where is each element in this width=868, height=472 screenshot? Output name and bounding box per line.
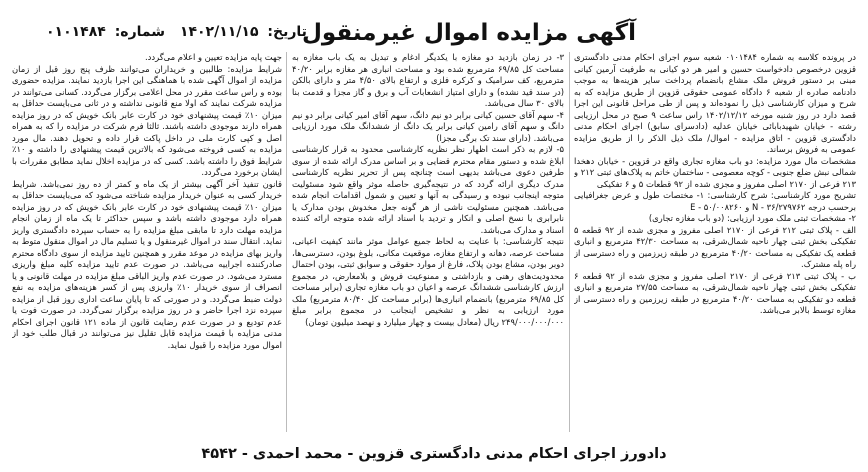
column-middle <box>292 52 564 432</box>
paragraph: ۲- مشخصات ثبتی ملک مورد ارزیابی: (دو باب مغازه تجاری) <box>648 213 856 223</box>
column-right <box>574 52 856 432</box>
paragraph: ۵- لازم به ذکر است اظهار نظر نظریه کارشناسی محدود به قرار کارشناسی ابلاغ شده و دستور مقام محترم قضایی و بر اساس مدرک ارائه شده از سوی طرفین دعوی می‌باشد بدیهی است چنانچه پس از تحریر نظریه کارشناسی مدرک دیگری ارائه گردد که در نتیجه‌گیری حاصله موثر واقع شود مسئولیت متوجه اینجانب نبوده و رسیدگی به آنها و تعیین و شمول اقدامات انجام شده می‌باشد. همچنین مسئولیت ناشی از هر گونه جعل مخدوش بودن مدارک یا نابرابری با نسخ اصلی و انکار و تردید با اسناد ارائه شده متوجه ارائه کننده اسناد و مدارک می‌باشد. <box>292 144 564 235</box>
date-label: تاریخ: <box>267 24 307 40</box>
paragraph: شرایط مزایده: طالبین و خریداران می‌توانند ظرف پنج روز قبل از زمان مزایده از اموال آگهی شده با هماهنگی این اجرا بازدید نمایند. مزایده حضوری بوده و راس ساعت مقرر در محل اعلامی برگزار می‌گردد. کسانی می‌توانند در مزایده شرکت نمایند که اولا منع قانونی نداشته و در ثانی می‌بایست حداقل به میزان ۱۰٪ قیمت پیشنهادی خود در کارت عابر بانک خویش که در روز مزایده همراه دارند موجودی داشته باشند. ثالثا فرم شرکت در مزایده را که به همراه اصل و کپی کارت ملی در داخل پاکت قرار داده و تحویل دهند. مال مورد مزایده به کسی فروخته می‌شود که بالاترین قیمت پیشنهادی را داشته و ۱۰٪ شرایط فوق را داشته باشد. کسی که در مزایده اخلال نماید مطابق مقررات با ایشان برخورد می‌گردد. <box>12 63 282 177</box>
paragraph: در پرونده کلاسه به شماره ۰۱۰۱۴۸۴ شعبه سوم اجرای احکام مدنی دادگستری قزوین درخصوص دادخواست حسین و امیر هر دو کیانی به طرفیت آرمین کیانی مبنی بر دستور فروش ملک مشاع بانضمام پرداخت سایر هزینه‌ها به موجب دادنامه صادره از شعبه ۶ دادگاه عمومی حقوقی قزوین از طریق مزایده که به شرح و میزان کارشناسی ذیل را نموده‌اند و پس از طی مراحل قانونی این اجرا قصد دارد در روز شنبه مورخه ۱۴۰۲/۱۲/۱۲ راس ساعت ۹ صبح در محل ارزیابی رشته - خیابان شهیدبابائی خیابان عدلیه (دادسرای سابق) اجرای احکام مدنی دادگستری قزوین - اتاق مزایده - اموال/ ملک ذیل الذکر را از طریق مزایده عمومی به فروش برساند. <box>574 52 856 154</box>
paragraph: ب - پلاک ثبتی ۲۱۳ فرعی از ۲۱۷۰ اصلی مفروز و مجزی شده از ۹۲ قطعه ۶ تفکیکی بخش ثبتی چهار ناحیه شمال‌شرقی، به مساحت ۲۷/۵۵ مترمربع و انباری قطعه دو تفکیکی به مساحت ۴۰/۲۰ مترمربع در طبقه زیرزمین و راه دسترسی از مغازه توسط بالابر می‌باشد. <box>574 270 856 315</box>
notice-signature: دادورز اجرای احکام مدنی دادگستری قزوین - محمد احمدی - ۴۵۴۲ <box>201 446 667 462</box>
paragraph: مشخصات مال مورد مزایده: دو باب مغازه تجاری واقع در قزوین - خیابان دهخدا شمالی نبش ضلع جنوبی - کوچه معصومی - ساختمان خاتم به پلاک‌های ثبتی ۲۱۲ و ۲۱۳ فرعی از ۲۱۷۰ اصلی مفروز و مجزی شده از ۹۲ قطعات ۵ و ۶ تفکیکی <box>574 155 856 189</box>
notice-body <box>4 52 864 432</box>
notice-meta <box>36 24 307 40</box>
paragraph: جهت پایه مزایده تعیین و اعلام می‌گردد. <box>144 52 282 62</box>
column-left <box>12 52 282 432</box>
paragraph: نتیجه کارشناسی: با عنایت به لحاظ جمیع عوامل موثر مانند کیفیت اعیانی، مساحت عرصه، دهانه و ارتفاع مغازه، موقعیت مکانی، بلوغ بودن، دسترسی‌ها، دوبر بودن، مشاع بودن پلاک، فارغ از موارد حقوقی و سوابق ثبتی، بودن احتمال محدودیت‌های رهنی و بازداشتی و ممنوعیت فروش و بلامعارض، در مجموع ارزش کارشناسی ششدانگ عرصه و اعیان دو باب مغازه تجاری (برابر مساحت کل ۶۹/۸۵ مترمربع) بانضمام انباری‌ها (برابر مساحت کل ۸۰/۴۰ مترمربع) ملک مورد ارزیابی به نظر و تشخیص اینجانب در مجموع برابر مبلغ ۲۴۹/۰۰۰/۰۰۰/۰۰۰ ریال (معادل بیست و چهار میلیارد و نهصد میلیون تومان) <box>292 236 564 327</box>
paragraph: ۴- سهم آقای حسین کیانی برابر دو نیم دانگ، سهم آقای امیر کیانی برابر دو نیم دانگ و سهم آقای رامین کیانی برابر یک دانگ از ششدانگ ملک مورد ارزیابی می‌باشد. (دارای سند تک برگی مجزا) <box>292 109 564 143</box>
paragraph: ۳- در زمان بازدید دو مغازه با یکدیگر ادغام و تبدیل به یک باب مغازه به مساحت کل ۶۹/۸۵ مترمربع شده بود و مساحت انباری هر مغازه برابر ۴۰/۲۰ مترمربع، کف سرامیک و کرکره فلزی و ارتفاع بالای ۴/۵۰ متر و دارای بالکن (در سند قید نشده) و دارای امتیاز انشعابات آب و برق و گاز مجزا و قدمت بنا بالای ۳۰ سال می‌باشد. <box>292 52 564 108</box>
paragraph: الف - پلاک ثبتی ۲۱۲ فرعی از ۲۱۷۰ اصلی مفروز و مجزی شده از ۹۲ قطعه ۵ تفکیکی بخش ثبتی چهار ناحیه شمال‌شرقی، به مساحت ۴۲/۳۰ مترمربع و انباری قطعه یک تفکیکی به مساحت ۴۰/۲۰ مترمربع در طبقه زیرزمین و راه دسترسی از راه پله مشترک. <box>574 224 856 269</box>
notice-number: ۰۱۰۱۴۸۴ <box>46 24 106 40</box>
column-divider <box>569 52 570 432</box>
notice-title: آگهی مزایده اموال غیرمنقول <box>301 20 636 46</box>
column-divider <box>286 52 287 432</box>
paragraph: تشریح مورد کارشناسی: شرح کارشناسی: ۱- مختصات طول و عرض جغرافیایی برحسب درجه N - ۳۶/۲۷۹۷۶۲ و E - ۵۰/۰۰۸۲۶۰ <box>574 190 856 212</box>
paragraph: قانون تنفیذ آخر آگهی بیشتر از یک ماه و کمتر از ده روز نمی‌باشد. شرایط خریدار کسی به عنوان خریدار مزایده شناخته می‌شود که می‌بایست حداقل به میزان ۱۰٪ قیمت پیشنهادی خود در کارت عابر بانک خویش که در روز مزایده همراه دارد موجودی داشته باشد و سپس حداکثر تا یک ماه از زمان انجام مزایده مهلت دارد تا مابقی مبلغ مزایده را به حساب سپرده دادگستری واریز نماید. انتقال سند در اموال غیرمنقول و یا تسلیم مال در اموال منقول متوط به واریز بهای مزایده در موعد مقرر و همچنین تایید مزایده از سوی دادگاه محترم صادرکننده اجراییه می‌باشد. در صورت عدم تایید مزایده کلیه مبلغ واریزی مسترد می‌شود. در صورت عدم واریز الباقی مبلغ مزایده در مهلت قانونی و یا انصراف از سوی خریدار ۱۰٪ واریزی پس از کسر هزینه‌های مزایده به نفع دولت ضبط می‌گردد. و در صورتی که تا پایان ساعت اداری روز قبل از مزایده سپرده نزد اجرا حاضر و در روز مزایده برگزار نمی‌گردد. در صورت فوت یا عدم تودیع و در صورت عدم رضایت قانون از ماده ۱۲۱ قانون اجرای احکام مدنی مزایده با قیمت مزایده قابل تقلیل نیز می‌توانند در قبال طلب خود از اموال مورد مزایده را قبول نماید. <box>12 178 282 350</box>
notice-date: ۱۴۰۲/۱۱/۱۵ <box>179 24 259 40</box>
auction-notice <box>4 4 864 468</box>
number-label: شماره: <box>114 24 166 40</box>
